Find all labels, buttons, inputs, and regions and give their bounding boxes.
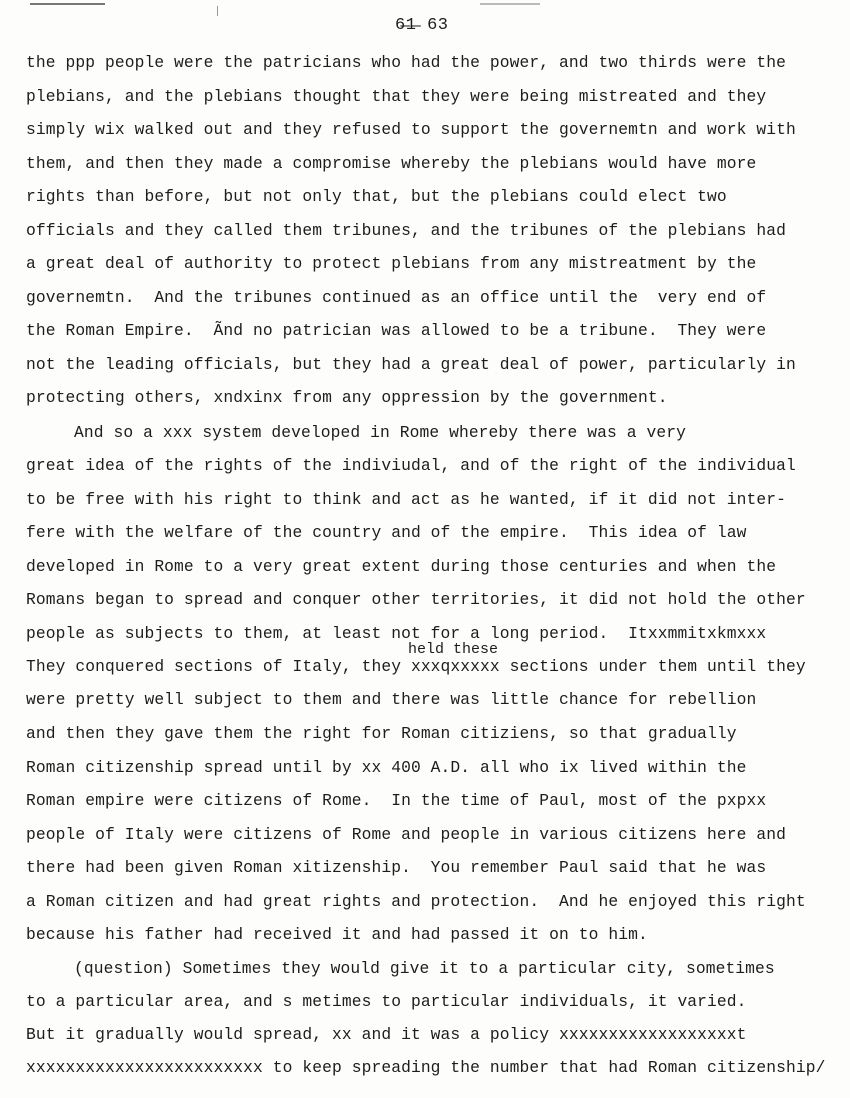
- text-line: simply wix walked out and they refused to support the governemtn and work with: [26, 120, 796, 139]
- interlinear-note: held these: [408, 641, 499, 658]
- text-line: were pretty well subject to them and there was little chance for rebellion: [26, 690, 757, 709]
- text-line: a great deal of authority to protect plebians from any mistreatment by the: [26, 254, 757, 273]
- text-line: great idea of the rights of the indiviudal, and of the right of the individual: [26, 456, 796, 475]
- text-line: a Roman citizen and had great rights and protection. And he enjoyed this right: [26, 892, 806, 911]
- text-line: (question) Sometimes they would give it to a particular city, sometimes: [74, 959, 775, 978]
- text-line: to a particular area, and s metimes to particular individuals, it varied.: [26, 992, 747, 1011]
- text-line: officials and they called them tribunes, and the tribunes of the plebians had: [26, 221, 787, 240]
- text-line: people of Italy were citizens of Rome and people in various citizens here and: [26, 825, 787, 844]
- top-edge-mark: [480, 3, 540, 5]
- text-line: the Roman Empire. Ãnd no patrician was allowed to be a tribune. They were: [26, 321, 767, 340]
- text-line: protecting others, xndxinx from any oppression by the government.: [26, 388, 668, 407]
- text-line: the ppp people were the patricians who had the power, and two thirds were the: [26, 53, 787, 72]
- text-line: them, and then they made a compromise whereby the plebians would have more: [26, 154, 757, 173]
- text-line: plebians, and the plebians thought that they were being mistreated and they: [26, 87, 767, 106]
- text-line: to be free with his right to think and act as he wanted, if it did not inter-: [26, 490, 787, 509]
- top-edge-mark: [217, 6, 218, 16]
- text-line: not the leading officials, but they had a great deal of power, particularly in: [26, 355, 796, 374]
- text-line: developed in Rome to a very great extent during those centuries and when the: [26, 557, 777, 576]
- text-line: But it gradually would spread, xx and it was a policy xxxxxxxxxxxxxxxxxxt: [26, 1025, 747, 1044]
- text-line: xxxxxxxxxxxxxxxxxxxxxxxx to keep spreading the number that had Roman citizenship/: [26, 1058, 826, 1077]
- text-line: rights than before, but not only that, but the plebians could elect two: [26, 187, 727, 206]
- text-line: fere with the welfare of the country and of the empire. This idea of law: [26, 523, 747, 542]
- text-line: because his father had received it and had passed it on to him.: [26, 925, 648, 944]
- text-line: and then they gave them the right for Roman citiziens, so that gradually: [26, 724, 737, 743]
- text-line: And so a xxx system developed in Rome whereby there was a very: [74, 423, 686, 442]
- text-line: They conquered sections of Italy, they xxxqxxxxx sections under them until they: [26, 657, 806, 676]
- text-line: Roman citizenship spread until by xx 400 A.D. all who ix lived within the: [26, 758, 747, 777]
- text-line: Romans began to spread and conquer other territories, it did not hold the other: [26, 590, 806, 609]
- text-line: people as subjects to them, at least not for a long period. Itxxmmitxkmxxx: [26, 624, 767, 643]
- text-line: governemtn. And the tribunes continued as an office until the very end of: [26, 288, 767, 307]
- text-line: Roman empire were citizens of Rome. In the time of Paul, most of the pxpxx: [26, 791, 767, 810]
- page-number: 6̶1̶ 63: [395, 16, 449, 35]
- text-line: there had been given Roman xitizenship. You remember Paul said that he was: [26, 858, 767, 877]
- top-edge-mark: [30, 3, 105, 5]
